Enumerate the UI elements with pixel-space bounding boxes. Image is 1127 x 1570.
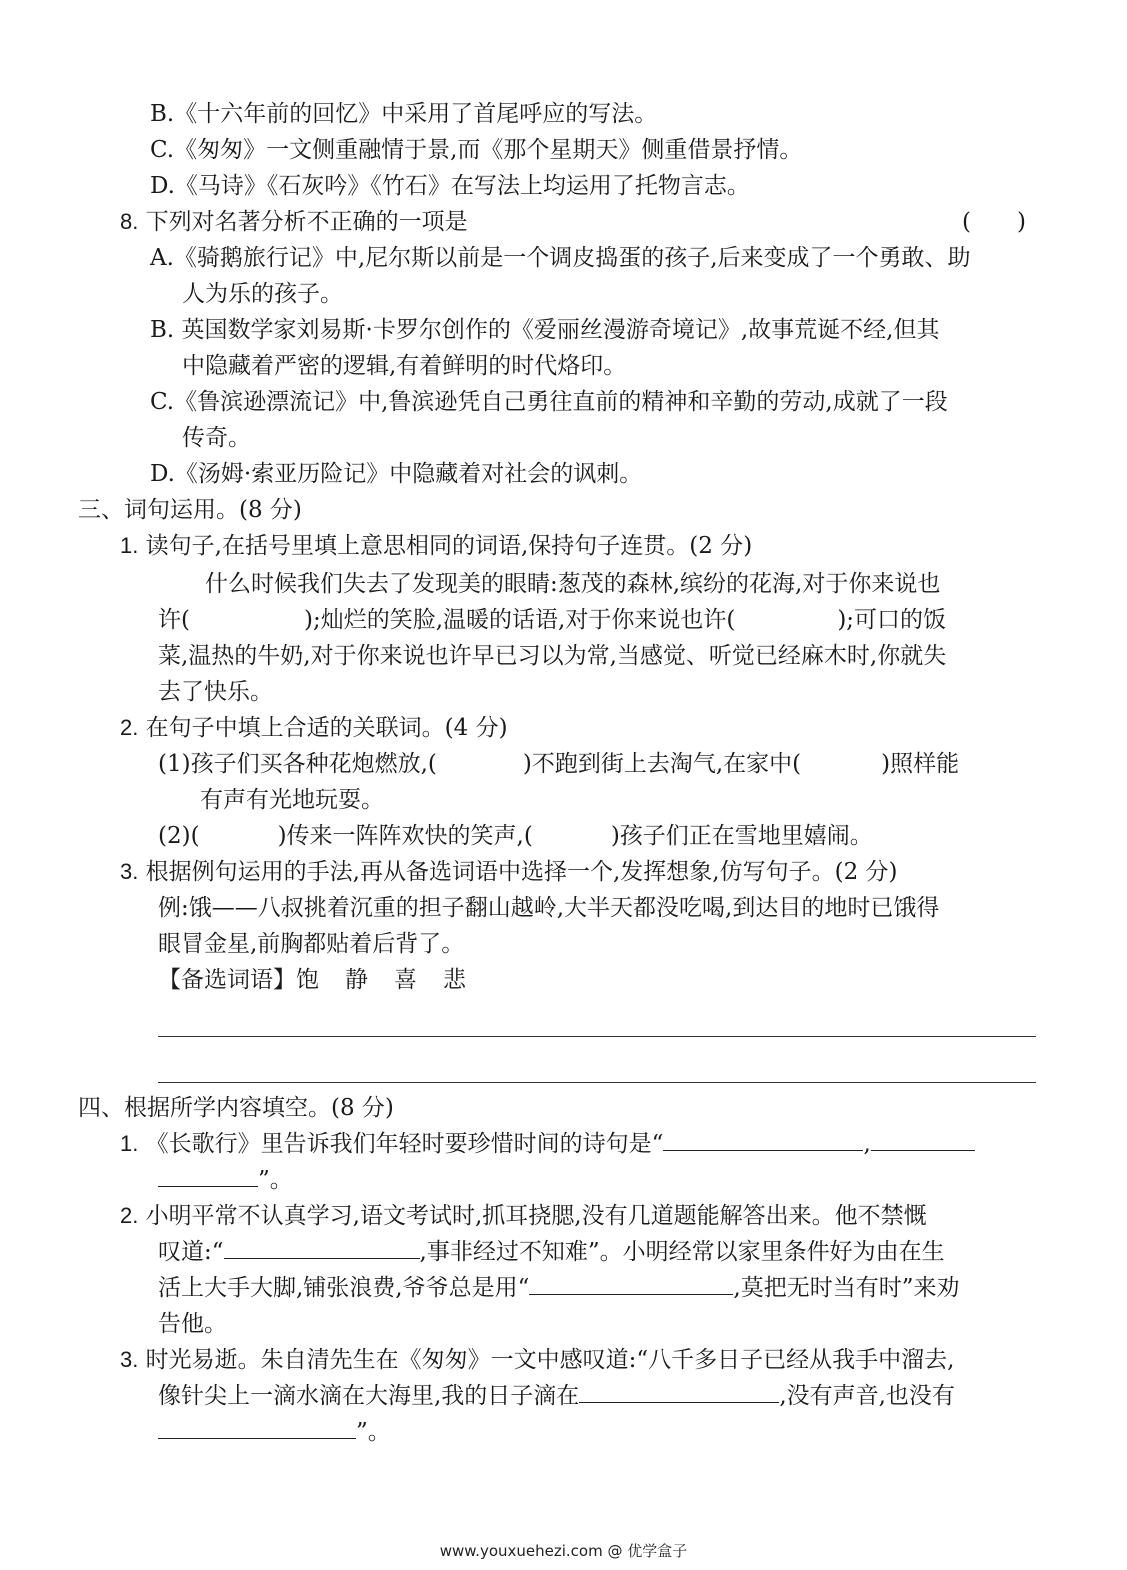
q7-option-c: C.《匆匆》一文侧重融情于景,而《那个星期天》侧重借景抒情。 — [150, 137, 803, 163]
s4-q1-number: 1. — [120, 1131, 139, 1156]
q8-option-b-line1: B. 英国数学家刘易斯·卡罗尔创作的《爱丽丝漫游奇境记》,故事荒诞不经,但其 — [150, 317, 940, 343]
s3-q2-number: 2. — [120, 715, 139, 740]
s4-q3-blank-2[interactable] — [158, 1414, 356, 1439]
s4-q2-number: 2. — [120, 1203, 139, 1228]
s3-q1-stem-text: 读句子,在括号里填上意思相同的词语,保持句子连贯。(2 分) — [145, 533, 753, 559]
s4-q1-close: ”。 — [258, 1167, 293, 1193]
s3-q3-option-1: 饱 — [296, 967, 319, 993]
s4-q2-line3 — [158, 1270, 959, 1306]
s3-q3-stem-text: 根据例句运用的手法,再从备选词语中选择一个,发挥想象,仿写句子。(2 分) — [145, 859, 898, 885]
s3-q1-passage-line3: 菜,温热的牛奶,对于你来说也许早已习以为常,当感觉、听觉已经麻木时,你就失 — [158, 643, 947, 669]
q8-option-a-line1: A.《骑鹅旅行记》中,尼尔斯以前是一个调皮捣蛋的孩子,后来变成了一个勇敢、助 — [150, 245, 971, 271]
s3-q1-passage-line2 — [158, 602, 946, 638]
q8-option-c-line2: 传奇。 — [182, 425, 251, 451]
s4-q1-text: 《长歌行》里告诉我们年轻时要珍惜时间的诗句是“ — [145, 1131, 664, 1157]
s4-q3-line1 — [120, 1342, 955, 1378]
s3-q2-text: )孩子们正在雪地里嬉闹。 — [610, 823, 873, 849]
s4-q3-blank-1[interactable] — [579, 1378, 779, 1403]
s3-q2-text: (1)孩子们买各种花炮燃放,( — [158, 751, 437, 777]
s3-q2-text: )不跑到街上去淘气,在家中( — [522, 751, 802, 777]
s4-q1-line1 — [120, 1126, 975, 1162]
s4-q1-blank-2b[interactable] — [158, 1162, 258, 1187]
s4-q2-text: ,事非经过不知难”。小明经常以家里条件好为由在生 — [419, 1239, 945, 1265]
s3-q3-example-line1: 例:饿——八叔挑着沉重的担子翻山越岭,大半天都没吃喝,到达目的地时已饿得 — [158, 895, 940, 921]
q7-option-d: D.《马诗》《石灰吟》《竹石》在写法上均运用了托物言志。 — [150, 173, 750, 199]
s3-q3-answer-line-1[interactable] — [158, 1036, 1036, 1037]
s3-q3-answer-line-2[interactable] — [158, 1082, 1036, 1083]
section4-title: 四、根据所学内容填空。(8 分) — [78, 1095, 394, 1121]
s3-q3-example-line2: 眼冒金星,前胸都贴着后背了。 — [158, 931, 465, 957]
s3-q1-passage-line1: 什么时候我们失去了发现美的眼睛:葱茂的森林,缤纷的花海,对于你来说也 — [205, 571, 941, 597]
s3-q2-text: (2)( — [158, 823, 200, 849]
s4-q3-close: ”。 — [356, 1419, 391, 1445]
s3-q3-options — [158, 962, 466, 998]
s3-q3-number: 3. — [120, 859, 139, 884]
s4-q3-line2 — [158, 1378, 955, 1414]
s3-q3-option-3: 喜 — [394, 967, 417, 993]
s3-q1-number: 1. — [120, 533, 139, 558]
q8-option-b-line2: 中隐藏着严密的逻辑,有着鲜明的时代烙印。 — [182, 353, 627, 379]
s3-q2-text: )照样能 — [881, 751, 960, 777]
section3-title: 三、词句运用。(8 分) — [78, 497, 302, 523]
s4-q2-line2 — [158, 1234, 945, 1270]
s3-q1-text: );可口的饭 — [837, 607, 947, 633]
s3-q3-stem — [120, 854, 898, 890]
q8-option-a-line2: 人为乐的孩子。 — [182, 281, 343, 307]
s4-q1-blank-1[interactable] — [663, 1126, 863, 1151]
s4-q2-text: 叹道:“ — [158, 1239, 224, 1265]
s3-q1-stem — [120, 528, 752, 564]
s3-q3-option-4: 悲 — [443, 967, 466, 993]
s3-q2-sentence1-cont: 有声有光地玩耍。 — [200, 787, 384, 813]
q8-stem — [120, 204, 468, 240]
s4-q2-text: 活上大手大脚,铺张浪费,爷爷总是用“ — [158, 1275, 530, 1301]
q8-option-c-line1: C.《鲁滨逊漂流记》中,鲁滨逊凭自己勇往直前的精神和辛勤的劳动,成就了一段 — [150, 389, 948, 415]
s3-q2-sentence1 — [158, 746, 959, 782]
s4-q1-comma: , — [863, 1131, 871, 1157]
s3-q2-sentence2 — [158, 818, 873, 854]
s4-q2-blank-1[interactable] — [224, 1234, 420, 1259]
s4-q2-text: ,莫把无时当有时”来劝 — [733, 1275, 960, 1301]
q7-option-b: B.《十六年前的回忆》中采用了首尾呼应的写法。 — [150, 101, 658, 127]
s3-q1-text: 许( — [158, 607, 190, 633]
s4-q3-text: 像针尖上一滴水滴在大海里,我的日子滴在 — [158, 1383, 580, 1409]
s4-q3-line3 — [158, 1414, 391, 1450]
s4-q3-text: ,没有声音,也没有 — [779, 1383, 955, 1409]
s4-q2-line1 — [120, 1198, 927, 1234]
q8-stem-text: 下列对名著分析不正确的一项是 — [145, 209, 468, 235]
s3-q2-stem-text: 在句子中填上合适的关联词。(4 分) — [145, 715, 508, 741]
s3-q3-options-label: 【备选词语】 — [158, 967, 296, 993]
s4-q3-text: 时光易逝。朱自清先生在《匆匆》一文中感叹道:“八千多日子已经从我手中溜去, — [145, 1347, 955, 1373]
s4-q1-line2 — [158, 1162, 293, 1198]
q8-option-d-line1: D.《汤姆·索亚历险记》中隐藏着对社会的讽刺。 — [150, 461, 643, 487]
s4-q2-blank-2[interactable] — [529, 1270, 733, 1295]
s3-q2-text: )传来一阵阵欢快的笑声,( — [277, 823, 533, 849]
s3-q3-option-2: 静 — [345, 967, 368, 993]
s4-q3-number: 3. — [120, 1347, 139, 1372]
s3-q2-stem — [120, 710, 508, 746]
s4-q2-text: 小明平常不认真学习,语文考试时,抓耳挠腮,没有几道题能解答出来。他不禁慨 — [145, 1203, 927, 1229]
q8-answer-paren[interactable]: ( ) — [962, 209, 1026, 235]
s4-q1-blank-2a[interactable] — [871, 1126, 975, 1151]
s3-q1-text: );灿烂的笑脸,温暖的话语,对于你来说也许( — [303, 607, 736, 633]
footer-watermark: www.youxuehezi.com @ 优学盒子 — [439, 1542, 688, 1560]
s3-q1-passage-line4: 去了快乐。 — [158, 679, 273, 705]
s4-q2-line4: 告他。 — [158, 1311, 227, 1337]
q8-number: 8. — [120, 209, 139, 234]
